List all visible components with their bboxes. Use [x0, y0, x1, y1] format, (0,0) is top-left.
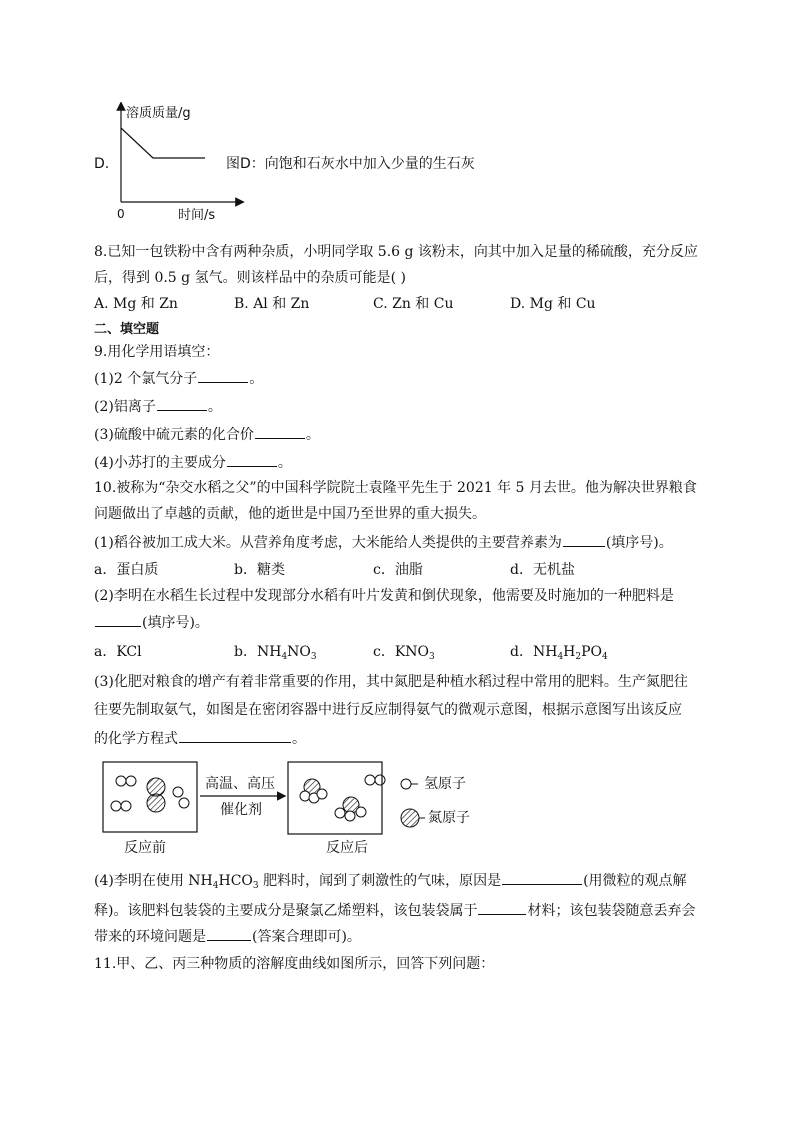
formula-subscript: 4 [212, 881, 219, 891]
q9-stem: 9.用化学用语填空： [94, 344, 220, 360]
option-prefix: d． [510, 644, 533, 660]
formula-part: KNO [394, 644, 430, 660]
q10-p1-option-c: c．油脂 [373, 562, 423, 578]
formula-subscript: 4 [602, 652, 608, 662]
q8-option-a: A. Mg 和 Zn [94, 296, 178, 312]
q10-part4-text: 带来的环境问题是 [94, 929, 206, 945]
q9-item-2-end: 。 [207, 399, 222, 415]
q9-item-3-end: 。 [305, 427, 320, 443]
q10-part4-text: (答案合理即可)。 [252, 929, 361, 945]
q10-part4-text: 肥料时，闻到了刺激性的气味，原因是 [258, 873, 502, 889]
option-prefix: c． [373, 644, 395, 660]
section-title: 二、填空题 [94, 322, 160, 337]
x-axis-label: 时间/s [178, 208, 216, 223]
q10-part1-text: (1)稻谷被加工成大米。从营养角度考虑，大米能给人类提供的主要营养素为 [94, 535, 562, 551]
q10-p2-option-a: a．KCl [94, 644, 142, 660]
q10-part4-line1 [94, 870, 687, 891]
q10-part4-text: (4)李明在使用 [94, 873, 189, 889]
q10-part1-end: (填序号)。 [605, 535, 673, 551]
q8-option-b: B. Al 和 Zn [234, 296, 310, 312]
answer-blank[interactable] [207, 926, 251, 941]
q10-part3-text: 的化学方程式 [94, 731, 178, 747]
q10-part3-line3 [94, 728, 306, 749]
q10-part4-text: 释)。该肥料包装袋的主要成分是聚氯乙烯塑料，该包装袋属于 [94, 903, 478, 919]
q10-line1: 10.被称为“杂交水稻之父”的中国科学院院士袁隆平先生于 2021 年 5 月去世。他为解决世界粮食 [94, 480, 697, 496]
hydrogen-molecule [173, 787, 189, 808]
q10-p1-option-a: a．蛋白质 [94, 562, 159, 578]
after-label: 反应后 [326, 840, 368, 856]
option-d-label: D. [94, 156, 110, 172]
q9-item-1-text: (1)2 个氯气分子 [94, 371, 198, 387]
q9-item-3-text: (3)硫酸中硫元素的化合价 [94, 427, 254, 443]
nitrogen-molecule [147, 778, 165, 812]
formula-subscript: 4 [281, 652, 288, 662]
formula-part: H [563, 644, 576, 660]
option-prefix: b． [234, 644, 257, 660]
formula-part: NO [287, 644, 311, 660]
q10-p2-option-d [510, 642, 608, 662]
hydrogen-molecule [111, 801, 131, 811]
y-axis-label: 溶质质量/g [126, 106, 191, 121]
formula-part: NH [532, 644, 558, 660]
answer-blank[interactable] [95, 612, 141, 627]
answer-blank[interactable] [227, 452, 277, 467]
q9-item-1 [94, 368, 263, 389]
answer-blank[interactable] [179, 728, 291, 743]
formula-subscript: 3 [310, 652, 317, 662]
q8-line2: 后，得到 0.5 g 氢气。则该样品中的杂质可能是( ) [94, 270, 406, 286]
q10-part4-text: 材料；该包装袋随意丢弃会 [527, 903, 696, 919]
q11-stem: 11.甲、乙、丙三种物质的溶解度曲线如图所示，回答下列问题： [94, 956, 495, 972]
graph-d-curve [121, 128, 205, 158]
q10-p1-option-d: d．无机盐 [510, 562, 575, 578]
answer-blank[interactable] [478, 900, 526, 915]
legend-hydrogen-icon [401, 779, 418, 789]
formula-part: NH [256, 644, 282, 660]
q9-item-4-text: (4)小苏打的主要成分 [94, 455, 226, 471]
q8-option-c: C. Zn 和 Cu [373, 296, 454, 312]
q10-part2-line1: (2)李明在水稻生长过程中发现部分水稻有叶片发黄和倒伏现象，他需要及时施加的一种肥料是 [94, 588, 674, 604]
formula-subscript: 3 [252, 881, 259, 891]
formula-part: HCO [218, 873, 253, 889]
ammonia-molecule [335, 797, 366, 821]
formula-part: NH [188, 873, 213, 889]
q10-line2: 问题做出了卓越的贡献，他的逝世是中国乃至世界的重大损失。 [94, 506, 486, 522]
condition-1: 高温、高压 [205, 776, 275, 792]
hydrogen-molecule [116, 776, 136, 786]
formula-subscript: 3 [429, 652, 435, 662]
answer-blank[interactable] [157, 396, 207, 411]
legend-nitrogen-icon [401, 809, 425, 827]
q10-part4-line3 [94, 926, 361, 947]
origin-label: 0 [117, 207, 125, 221]
ammonia-molecule [300, 779, 327, 803]
graph-d-caption: 图D：向饱和石灰水中加入少量的生石灰 [226, 156, 475, 172]
q10-part3-line1: (3)化肥对粮食的增产有着非常重要的作用，其中氮肥是种植水稻过程中常用的肥料。生产氮肥往 [94, 674, 688, 690]
q10-part1 [94, 532, 673, 553]
q10-part2-line2 [94, 612, 209, 633]
q8-line1: 8.已知一包铁粉中含有两种杂质，小明同学取 5.6 g 该粉末，向其中加入足量的稀硫酸，充分反应 [94, 244, 698, 260]
q10-part2-end: (填序号)。 [142, 615, 209, 631]
formula-subscript: 2 [575, 652, 582, 662]
q10-part3-line2: 往要先制取氨气，如图是在密闭容器中进行反应制得氨气的微观示意图，根据示意图写出该反应 [94, 702, 682, 718]
q10-part4-text: (用微粒的观点解 [583, 873, 687, 889]
legend-nitrogen-label: 氮原子 [428, 810, 470, 826]
answer-blank[interactable] [198, 368, 248, 383]
q10-part4-line2 [94, 900, 695, 921]
answer-blank[interactable] [255, 424, 305, 439]
answer-blank[interactable] [502, 870, 582, 885]
q9-item-1-end: 。 [249, 371, 264, 387]
q9-item-2-text: (2)铝离子 [94, 399, 156, 415]
condition-2: 催化剂 [220, 802, 262, 818]
q9-item-3 [94, 424, 320, 445]
q9-item-4-end: 。 [277, 455, 292, 471]
q10-part3-end: 。 [292, 731, 306, 747]
before-label: 反应前 [124, 840, 166, 856]
legend-hydrogen-label: 氢原子 [424, 776, 466, 792]
answer-blank[interactable] [563, 532, 605, 547]
q9-item-4 [94, 452, 292, 473]
q8-option-d: D. Mg 和 Cu [510, 296, 596, 312]
formula-part: PO [581, 644, 603, 660]
q10-p2-option-c [373, 642, 435, 662]
q10-p2-option-b [234, 642, 317, 662]
formula-subscript: 4 [557, 652, 564, 662]
q9-item-2 [94, 396, 222, 417]
q10-p1-option-b: b．糖类 [234, 562, 285, 578]
